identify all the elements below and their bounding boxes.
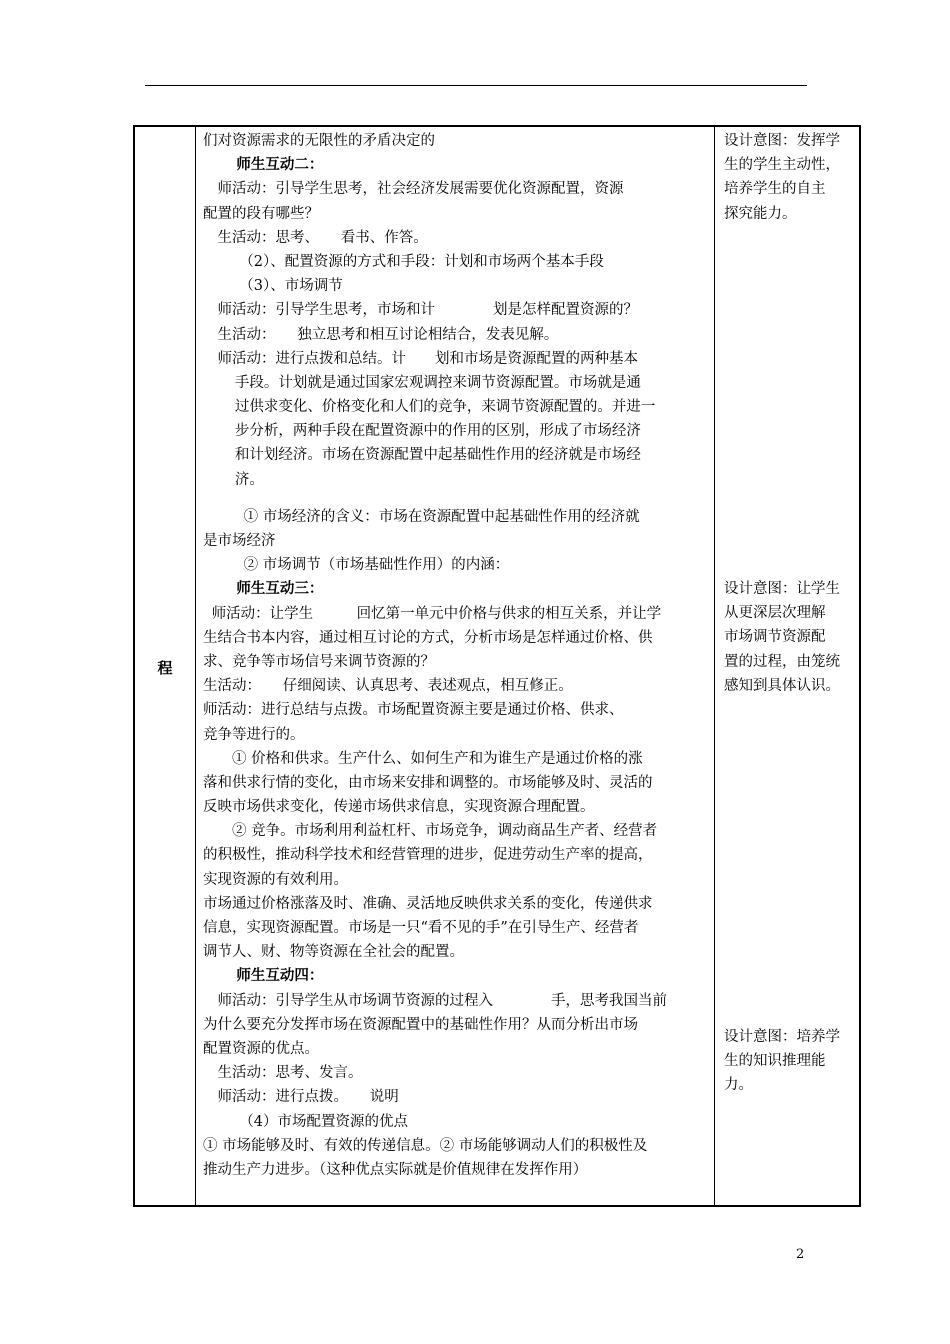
paragraph-gap <box>203 492 709 505</box>
header-rule <box>145 85 807 86</box>
text-line: 信息，实现资源配置。市场是一只“看不见的手”在引导生产、经营者 <box>203 920 639 936</box>
design-intent-line: 设计意图：让学生 <box>724 581 840 597</box>
design-intent-line: 设计意图：培养学 <box>724 1029 840 1045</box>
text-line: 实现资源的有效利用。 <box>203 871 348 888</box>
text-line: ① 价格和供求。生产什么、如何生产和为谁生产是通过价格的涨 <box>232 750 643 767</box>
text-line: 为什么要充分发挥市场在资源配置中的基础性作用？从而分析出市场 <box>203 1016 638 1033</box>
page-number: 2 <box>796 1247 805 1262</box>
text-line: 师活动：进行点拨和总结。计 划和市场是资源配置的两种基本 <box>217 350 638 367</box>
text-line: ① 市场能够及时、有效的传递信息。② 市场能够调动人们的积极性及 <box>203 1137 648 1154</box>
text-line: 市场通过价格涨落及时、准确、灵活地反映供求关系的变化，传递供求 <box>203 895 653 912</box>
text-line: 师活动：引导学生思考，市场和计 划是怎样配置资源的？ <box>217 302 638 319</box>
text-line: 调节人、财、物等资源在全社会的配置。 <box>203 944 464 961</box>
design-intent-line: 设计意图：发挥学 <box>724 133 840 149</box>
design-intent-3 <box>724 1025 856 1098</box>
design-intent-line: 生的知识推理能 <box>724 1053 826 1070</box>
activity-column <box>203 129 709 1182</box>
section-heading: 师生互动三： <box>236 580 324 598</box>
text-line: （2）、配置资源的方式和手段：计划和市场两个基本手段 <box>239 253 604 270</box>
text-line: 的积极性，推动科学技术和经营管理的进步，促进劳动生产率的提高， <box>203 847 653 864</box>
design-intent-line: 感知到具体认识。 <box>724 677 840 694</box>
column-divider-right <box>714 127 715 1205</box>
design-intent-line: 培养学生的自主 <box>724 181 826 198</box>
text-line: 配置的段有哪些？ <box>203 205 319 222</box>
text-line: ② 市场调节（市场基础性作用）的内涵： <box>243 557 510 574</box>
text-line: 配置资源的优点。 <box>203 1040 319 1057</box>
design-intent-line: 生的学生主动性， <box>724 157 840 174</box>
text-line: 竞争等进行的。 <box>203 726 305 743</box>
text-line: （3）、市场调节 <box>239 278 343 295</box>
text-line: 步分析，两种手段在配置资源中的作用的区别，形成了市场经济 <box>234 423 641 440</box>
text-line: 和计划经济。市场在资源配置中起基础性作用的经济就是市场经 <box>234 447 641 464</box>
text-line: 师活动：引导学生从市场调节资源的过程入 手，思考我国当前 <box>217 992 667 1009</box>
text-line: 师活动：进行总结与点拨。市场配置资源主要是通过价格、供求、 <box>203 702 624 719</box>
design-intent-1 <box>724 129 856 226</box>
text-line: 济。 <box>234 471 264 488</box>
text-line: 生结合书本内容，通过相互讨论的方式，分析市场是怎样通过价格、供 <box>203 629 653 646</box>
text-line: 是市场经济 <box>203 533 276 549</box>
design-intent-line: 市场调节资源配 <box>724 629 826 646</box>
text-line: 生活动： 仔细阅读、认真思考、表述观点，相互修正。 <box>203 678 573 695</box>
design-intent-line: 力。 <box>724 1077 753 1094</box>
text-line: 们对资源需求的无限性的矛盾决定的 <box>203 133 435 149</box>
column-divider-left <box>195 127 196 1205</box>
section-heading: 师生互动二： <box>236 156 324 174</box>
text-line: 反映市场供求变化，传递市场供求信息，实现资源合理配置。 <box>203 799 595 816</box>
section-heading: 师生互动四： <box>236 967 324 985</box>
text-line: ② 竞争。市场利用利益杠杆、市场竞争，调动商品生产者、经营者 <box>232 823 658 840</box>
text-line: 推动生产力进步。（这种优点实际就是价值规律在发挥作用） <box>203 1161 588 1178</box>
lesson-table <box>133 125 861 1207</box>
text-line: 手段。计划就是通过国家宏观调控来调节资源配置。市场就是通 <box>234 374 641 391</box>
design-intent-2 <box>724 577 856 698</box>
text-line: 求、竞争等市场信号来调节资源的？ <box>203 653 435 670</box>
text-line: 生活动：思考、 看书、作答。 <box>217 229 428 246</box>
design-intent-line: 置的过程，由笼统 <box>724 653 840 670</box>
design-intent-line: 探究能力。 <box>724 205 797 222</box>
text-line: 落和供求行情的变化，由市场来安排和调整的。市场能够及时、灵活的 <box>203 774 653 791</box>
text-line: 生活动：思考、发言。 <box>217 1065 363 1082</box>
stage-label: 程 <box>157 659 173 677</box>
text-line: 师活动：引导学生思考，社会经济发展需要优化资源配置，资源 <box>217 181 624 198</box>
design-intent-line: 从更深层次理解 <box>724 605 826 622</box>
text-line: 生活动： 独立思考和相互讨论相结合，发表见解。 <box>217 326 559 343</box>
text-line: ① 市场经济的含义：市场在资源配置中起基础性作用的经济就 <box>243 508 640 525</box>
text-line: 过供求变化、价格变化和人们的竞争，来调节资源配置的。并进一 <box>234 399 656 416</box>
text-line: （4）市场配置资源的优点 <box>239 1113 408 1130</box>
text-line: 师活动：进行点拨。 说明 <box>217 1089 399 1106</box>
text-line: 师活动：让学生 回忆第一单元中价格与供求的相互关系，并让学 <box>211 605 662 622</box>
